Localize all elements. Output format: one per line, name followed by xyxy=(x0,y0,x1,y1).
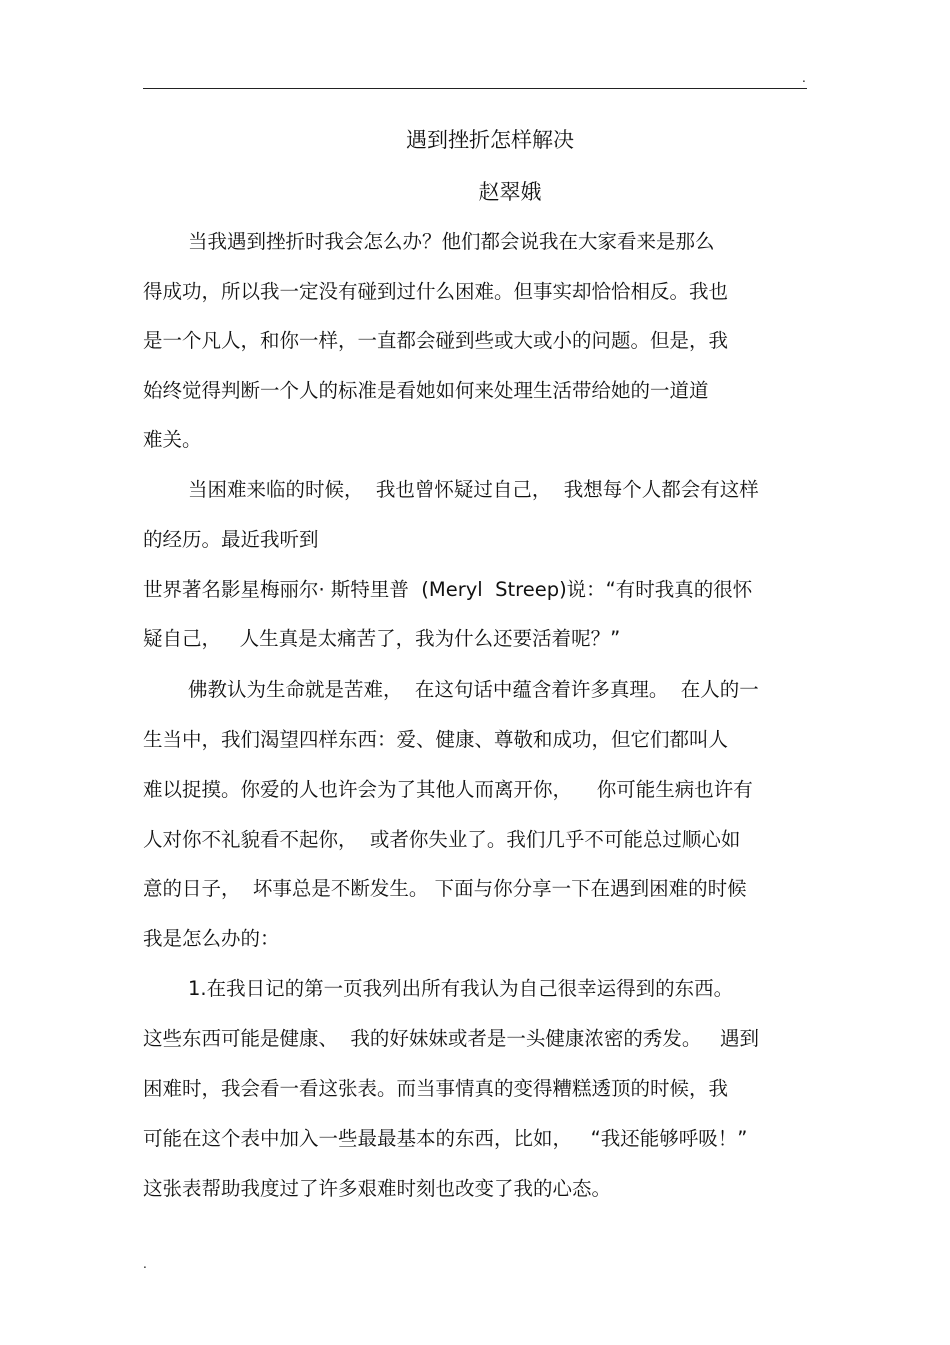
document-author: 赵翠娥 xyxy=(478,180,542,204)
body-line: 这张表帮助我度过了许多艰难时刻也改变了我的心态。 xyxy=(143,1177,612,1200)
body-line: 意的日子， 坏事总是不断发生。 下面与你分享一下在遇到困难的时候 xyxy=(143,877,747,900)
header-rule xyxy=(143,88,807,89)
body-line: 1.在我日记的第一页我列出所有我认为自己很幸运得到的东西。 xyxy=(188,977,734,1000)
body-line: 人对你不礼貌看不起你， 或者你失业了。我们几乎不可能总过顺心如 xyxy=(143,828,741,851)
body-line: 当困难来临的时候， 我也曾怀疑过自己， 我想每个人都会有这样 xyxy=(188,478,759,501)
body-line: 佛教认为生命就是苦难， 在这句话中蕴含着许多真理。 在人的一 xyxy=(188,678,759,701)
body-line: 世界著名影星梅丽尔· 斯特里普 (Meryl Streep)说：“有时我真的很怀 xyxy=(143,578,753,601)
body-line: 难关。 xyxy=(143,428,202,451)
header-mark: . xyxy=(802,71,806,85)
document-title: 遇到挫折怎样解决 xyxy=(406,128,574,152)
body-line: 生当中，我们渴望四样东西：爱、健康、尊敬和成功，但它们都叫人 xyxy=(143,728,729,751)
body-line: 当我遇到挫折时我会怎么办？他们都会说我在大家看来是那么 xyxy=(188,230,715,253)
body-line: 始终觉得判断一个人的标准是看她如何来处理生活带给她的一道道 xyxy=(143,379,709,402)
body-line: 我是怎么办的： xyxy=(143,927,280,950)
body-line: 这些东西可能是健康、 我的好妹妹或者是一头健康浓密的秀发。 遇到 xyxy=(143,1027,759,1050)
body-line: 疑自己， 人生真是太痛苦了，我为什么还要活着呢？” xyxy=(143,627,621,650)
body-line: 的经历。最近我听到 xyxy=(143,528,319,551)
body-line: 困难时，我会看一看这张表。而当事情真的变得糟糕透顶的时候，我 xyxy=(143,1077,729,1100)
body-line: 难以捉摸。你爱的人也许会为了其他人而离开你， 你可能生病也许有 xyxy=(143,778,753,801)
body-line: 可能在这个表中加入一些最最基本的东西，比如， “我还能够呼吸！” xyxy=(143,1127,748,1150)
body-line: 是一个凡人，和你一样，一直都会碰到些或大或小的问题。但是，我 xyxy=(143,329,729,352)
footer-mark: . xyxy=(143,1257,147,1271)
body-line: 得成功，所以我一定没有碰到过什么困难。但事实却恰恰相反。我也 xyxy=(143,280,729,303)
